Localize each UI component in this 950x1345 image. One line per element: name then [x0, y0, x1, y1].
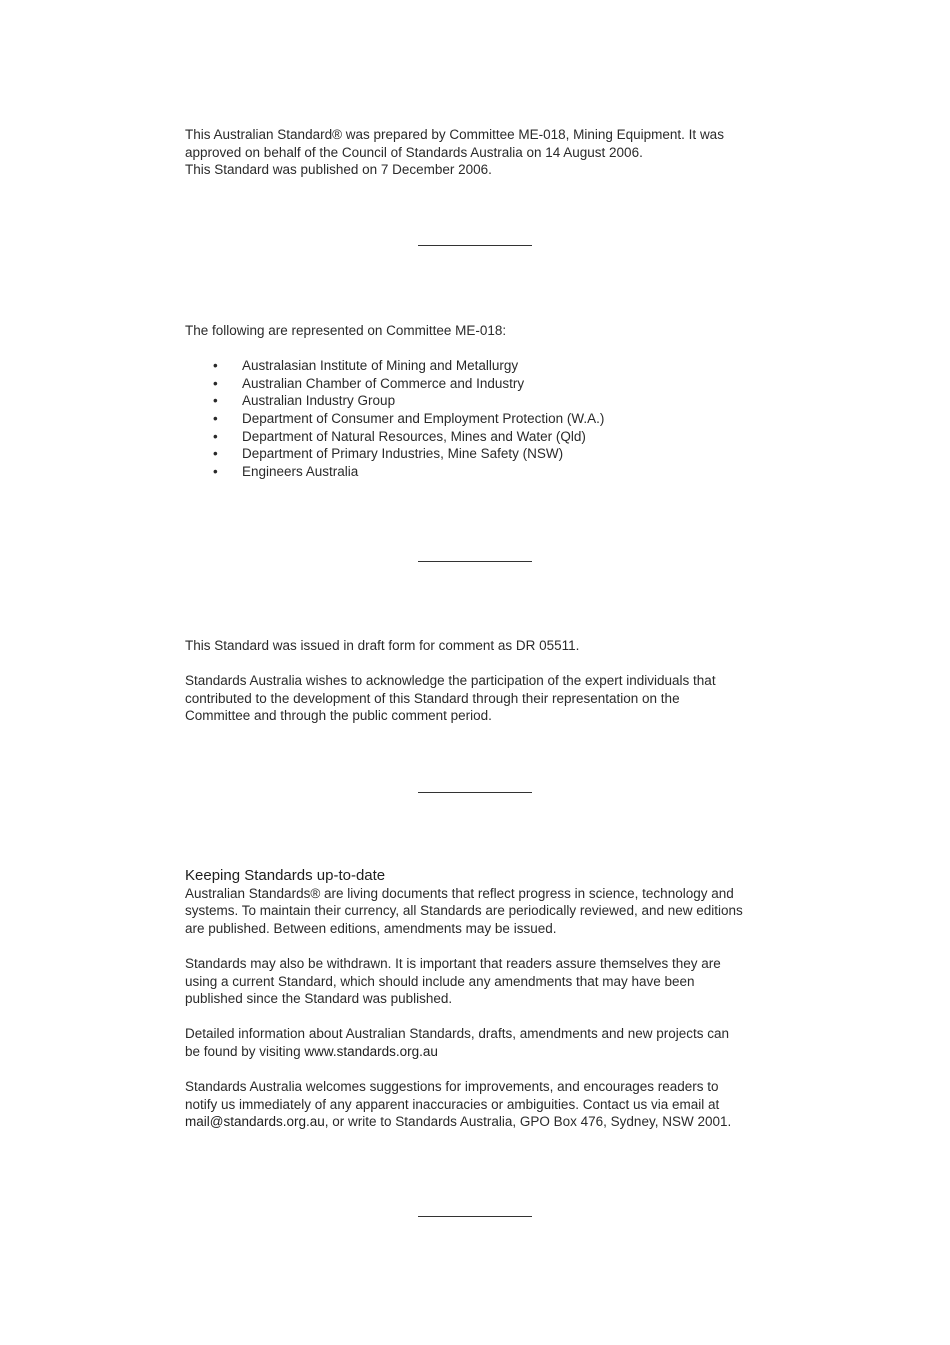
- bullet-icon: •: [213, 446, 218, 462]
- section-divider: [418, 1216, 532, 1217]
- approval-line: This Australian Standard® was prepared by Committee ME-018, Mining Equipment. It was: [185, 127, 724, 142]
- withdrawn-paragraph: Standards may also be withdrawn. It is important that readers assure themselves they are using a current Standard, which should include any amendments that may have been published since the Standard was published.: [185, 955, 721, 1007]
- section-divider: [418, 561, 532, 562]
- up-to-date-section: [185, 867, 775, 1131]
- website-link[interactable]: www.standards.org.au: [304, 1043, 438, 1059]
- list-item: • Department of Consumer and Employment Protection (W.A.): [213, 410, 605, 426]
- bullet-icon: •: [213, 428, 218, 444]
- bullet-icon: •: [213, 393, 218, 409]
- living-documents-paragraph: Australian Standards® are living documents that reflect progress in science, technology and systems. To maintain their currency, all Standards are periodically reviewed, and new editions are published. Between editions, amendments may be issued.: [185, 885, 743, 936]
- section-heading: Keeping Standards up-to-date: [185, 867, 386, 884]
- list-item: • Australian Chamber of Commerce and Industry: [213, 375, 525, 391]
- committee-member-list: [185, 357, 775, 480]
- committee-section: [185, 322, 775, 480]
- bullet-icon: •: [213, 375, 218, 391]
- list-item: • Engineers Australia: [213, 463, 359, 479]
- draft-issued-text: This Standard was issued in draft form for comment as DR 05511.: [185, 638, 580, 653]
- section-divider: [418, 792, 532, 793]
- publication-line: This Standard was published on 7 December 2006.: [185, 162, 492, 178]
- section-divider: [418, 245, 532, 246]
- approval-section: [185, 126, 775, 179]
- contact-paragraph: Standards Australia welcomes suggestions for improvements, and encourages readers to notify us immediately of any apparent inaccuracies or ambiguities. Contact us via email at mail@standards.org.au, or write to Standards Australia, GPO Box 476, Sydney, NSW 2001.: [185, 1079, 732, 1130]
- list-item: • Department of Natural Resources, Mines and Water (Qld): [213, 428, 586, 444]
- draft-section: [185, 637, 775, 725]
- committee-intro: The following are represented on Committee ME-018:: [185, 323, 507, 338]
- approval-paragraph: [185, 126, 775, 179]
- acknowledgement-paragraph: Standards Australia wishes to acknowledge the participation of the expert individuals that contributed to the development of this Standard through their representation on the Committee and through the public comment period.: [185, 673, 716, 724]
- list-item: • Department of Primary Industries, Mine Safety (NSW): [213, 446, 564, 462]
- list-item: • Australian Industry Group: [213, 393, 396, 409]
- bullet-icon: •: [213, 463, 218, 479]
- bullet-icon: •: [213, 358, 218, 374]
- bullet-icon: •: [213, 410, 218, 426]
- email-link[interactable]: mail@standards.org.au: [185, 1114, 325, 1130]
- approval-line: approved on behalf of the Council of Standards Australia on 14 August 2006.: [185, 144, 643, 160]
- website-paragraph: Detailed information about Australian Standards, drafts, amendments and new projects can be found by visiting www.standards.org.au: [185, 1026, 730, 1059]
- list-item: • Australasian Institute of Mining and Metallurgy: [213, 358, 519, 374]
